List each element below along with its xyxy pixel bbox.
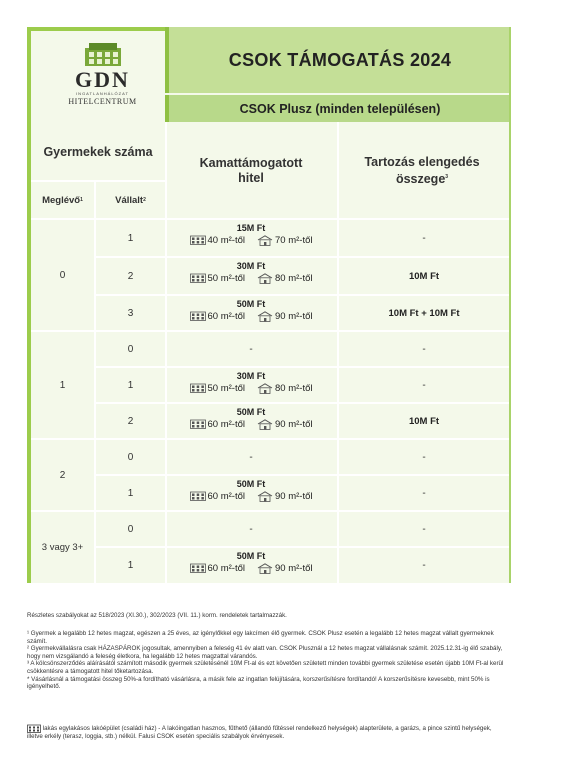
subtitle-band: [165, 95, 511, 122]
debt-waiver-cell: -: [422, 343, 426, 355]
debt-waiver-cell: 10M Ft: [408, 270, 440, 282]
loan-offer: [171, 223, 331, 247]
loan-offer: [171, 551, 331, 575]
house-size: 90 m²-től: [275, 491, 313, 503]
header-existing: Meglévő 1: [42, 194, 83, 206]
loan-amount: 50M Ft: [236, 299, 266, 309]
debt-waiver-cell: -: [422, 232, 426, 244]
house-icon: [257, 235, 273, 246]
house-icon: [257, 311, 273, 322]
loan-amount: 30M Ft: [236, 371, 266, 381]
flat-size: 50 m²-től: [207, 273, 245, 284]
loan-offer: [171, 407, 331, 431]
footnote-1: ¹ Gyermek a legalább 12 hetes magzat, egészen a 25 éves, az igénylőkkel egy lakcímen élő gyermek. CSOK Plusz esetén a legalább 12 hetes magzat vállalt gyermeknek számít.: [27, 630, 494, 645]
legend-note: [27, 724, 507, 741]
legend-text: lakás egylakásos lakóépület (családi ház) - A lakóingatlan hasznos, fűthető (állandó fűtéssel rendelkező helységek) alapterülete, a garázs, a pince szintű helységek, illetve erkély (terasz, loggia, stb.) nélkül. Falusi CSOK esetén speciális szabályok érvényesek.: [27, 725, 492, 740]
flat-size: 60 m²-től: [207, 419, 245, 430]
footnotes: [27, 630, 507, 691]
title-band: [165, 27, 511, 93]
loan-amount: 50M Ft: [236, 479, 266, 489]
loan-offer: [171, 299, 331, 323]
house-size: 90 m²-től: [275, 563, 313, 575]
existing-3plus: 3 vagy 3+: [41, 542, 84, 553]
flat-size: 50 m²-től: [207, 383, 245, 394]
undertaken-cell: 0: [127, 343, 134, 355]
logo-subtitle-1: INGATLANHÁLÓZAT: [76, 91, 129, 96]
house-icon: [257, 419, 273, 430]
header-undertaken: Vállalt 2: [115, 194, 146, 206]
loan-offer: [171, 261, 331, 285]
debt-waiver-cell: 10M Ft: [408, 415, 440, 427]
undertaken-cell: 1: [127, 560, 134, 571]
loan-amount: 50M Ft: [236, 407, 266, 417]
building-logo-icon: [83, 40, 123, 68]
loan-empty: -: [249, 451, 253, 463]
debt-waiver-cell: -: [422, 523, 426, 535]
house-icon: [257, 563, 273, 574]
loan-empty: -: [249, 343, 253, 355]
existing-2: 2: [59, 469, 66, 481]
footnote-4: * Vásárlásnál a támogatási összeg 50%-a fordítható vásárlásra, a másik fele az ingatlan felújítására, korszerűsítésre fordítandó! A korszerűsítésre kevesebb, mint 50% is igényelhető.: [27, 675, 490, 691]
undertaken-cell: 1: [127, 379, 134, 391]
house-icon: [257, 273, 273, 284]
flat-icon: [190, 419, 206, 429]
existing-0: 0: [59, 269, 66, 281]
debt-waiver-cell: -: [422, 451, 426, 463]
flat-size: 60 m²-től: [207, 311, 245, 322]
loan-amount: 30M Ft: [236, 261, 266, 271]
undertaken-cell: 2: [127, 270, 134, 282]
debt-waiver-cell: 10M Ft + 10M Ft: [388, 307, 460, 319]
logo-text: GDN: [75, 67, 130, 92]
page-title: CSOK TÁMOGATÁS 2024: [228, 49, 452, 70]
flat-icon: [190, 491, 206, 501]
header-interest-loan: Kamattámogatott hitel: [199, 156, 303, 185]
gdn-logo: [55, 40, 150, 106]
house-size: 80 m²-től: [275, 273, 313, 285]
flat-size: 60 m²-től: [207, 491, 245, 502]
flat-icon: [190, 235, 206, 245]
undertaken-cell: 2: [127, 415, 134, 427]
house-size: 90 m²-től: [275, 419, 313, 431]
existing-1: 1: [59, 379, 66, 391]
undertaken-cell: 0: [127, 451, 134, 463]
house-icon: [257, 491, 273, 502]
flat-icon: [190, 273, 206, 283]
loan-amount: 15M Ft: [236, 223, 266, 233]
undertaken-cell: 0: [127, 523, 134, 535]
flat-icon: [27, 724, 41, 733]
house-size: 70 m²-től: [275, 235, 313, 247]
page-subtitle: CSOK Plusz (minden településen): [239, 101, 441, 116]
footnote-3: ³ A kölcsönszerződés aláírásától számított második gyermek születésénél 10M Ft-al és ezt követően született minden további gyermek születése esetén újabb 10M Ft-al kerül csökkentésre a támogatott hitel tőketartozása.: [27, 660, 504, 675]
undertaken-cell: 1: [127, 487, 134, 499]
regulation-note: Részletes szabályokat az 518/2023 (XI.30.), 302/2023 (VII. 11.) korm. rendeletek tartalmazzák.: [27, 612, 287, 619]
flat-size: 60 m²-től: [207, 563, 245, 574]
loan-offer: [171, 479, 331, 503]
loan-amount: 50M Ft: [236, 551, 266, 561]
flat-size: 40 m²-től: [207, 235, 245, 246]
flat-icon: [190, 383, 206, 393]
loan-offer: [171, 371, 331, 395]
flat-icon: [190, 563, 206, 573]
debt-waiver-cell: -: [422, 487, 426, 499]
house-size: 80 m²-től: [275, 383, 313, 395]
flat-icon: [190, 311, 206, 321]
loan-empty: -: [249, 523, 253, 535]
header-debt-waiver: Tartozás elengedés összege$^3$: [364, 154, 480, 187]
footnote-2: ² Gyermekvállalásra csak HÁZASPÁROK jogosultak, amennyiben a feleség 41 év alatt van. CSOK Plusznál a 12 hetes magzat vállalásnak számít. 2025.12.31-ig élő szabály, hogy nem vizsgálandó a feleség életkora, ha legalább 12 hetes magzattal várandós.: [27, 645, 503, 660]
undertaken-cell: 3: [127, 307, 134, 319]
undertaken-cell: 1: [127, 232, 134, 244]
house-size: 90 m²-től: [275, 311, 313, 323]
logo-subtitle-2: HITELCENTRUM: [68, 97, 137, 106]
house-icon: [257, 383, 273, 394]
debt-waiver-cell: -: [422, 560, 426, 571]
header-children-count: Gyermekek száma: [43, 145, 153, 159]
debt-waiver-cell: -: [422, 379, 426, 391]
